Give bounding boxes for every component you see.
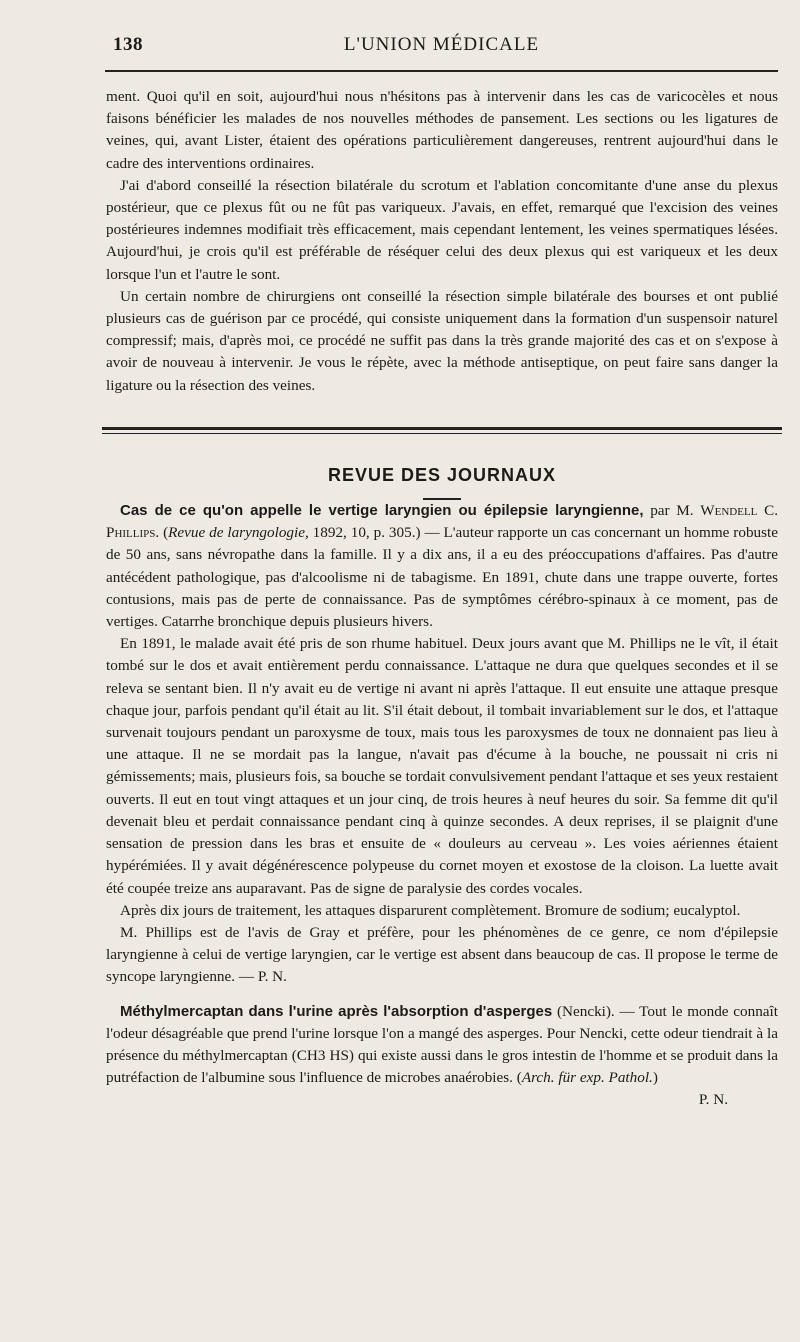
article-1-by: par M. <box>643 502 701 520</box>
article-2-text: (Nencki). — Tout le monde connaît l'odeur désagréable que prend l'urine lorsque l'on a mangé des asperges. Pour Nencki, cette odeur tiendrait à la présence du méthylmercaptan (CH3 HS) qui existe aussi dans le gros intestin de l'homme et se produit dans la putréfaction de l'albumine sous l'influence de microbes anaérobies. ( <box>106 1002 778 1087</box>
article-2-signature: P. N. <box>698 1091 728 1109</box>
article-1-paragraph-4: M. Phillips est de l'avis de Gray et préfère, pour les phénomènes de ce genre, ce nom d'épilepsie laryngienne à celui de vertige laryngien, car le vertige est absent dans beaucoup de cas. Il propose le terme de syncope laryngienne. — P. N. <box>106 923 778 986</box>
page-number: 138 <box>113 34 143 55</box>
article-1-paragraph-3: Après dix jours de traitement, les attaques disparurent complètement. Bromure de sodium; eucalyptol. <box>120 901 741 919</box>
intro-paragraph-1: ment. Quoi qu'il en soit, aujourd'hui nous n'hésitons pas à intervenir dans les cas de varicocèles et nous faisons bénéficier les malades de nos nouvelles méthodes de pansement. Les sections ou les ligatures de veines, qui, avant Lister, étaient des opérations particulièrement dangereuses, rentrent aujourd'hui dans le cadre des interventions ordinaires. <box>106 88 778 172</box>
article-1-cite-open: . ( <box>155 524 169 542</box>
page-body <box>106 86 778 1112</box>
section-divider <box>102 427 782 434</box>
article-1-head <box>106 500 778 633</box>
article-1-title: Cas de ce qu'on appelle le vertige laryngien ou épilepsie laryngienne, <box>120 502 644 520</box>
intro-paragraph-3: Un certain nombre de chirurgiens ont conseillé la résection simple bilatérale des bourses et ont publié plusieurs cas de guérison par ce procédé, qui consiste uniquement dans la formation d'un suspensoir naturel compressif; mais, d'après moi, ce procédé ne suffit pas dans la très grande majorité des cas et on s'expose à avoir de nouveau à intervenir. Je vous le répète, avec la méthode antiseptique, on peut faire sans danger la ligature ou la résection des veines. <box>106 287 778 394</box>
article-1-paragraph-2: En 1891, le malade avait été pris de son rhume habituel. Deux jours avant que M. Phillips ne le vît, il était tombé sur le dos et avait entièrement perdu connaissance. L'attaque ne dura que quelques secondes et il se releva se sentant bien. Il n'y avait eu de vertige ni avant ni après l'attaque. Il eut ensuite une attaque presque chaque jour, parfois pendant qu'il était au lit. S'il était debout, il tombait invariablement sur le dos, et l'attaque survenait toujours pendant un paroxysme de toux, mais tous les paroxysmes de toux ne donnaient pas lieu à une attaque. Il ne se mordait pas la langue, n'avait pas d'écume à la bouche, ne poussait ni cris ni gémissements; mais, plusieurs fois, sa bouche se tordait convulsivement pendant l'attaque et ses yeux restaient ouverts. Il eut en tout vingt attaques et un jour cinq, de trois heures à neuf heures du soir. Sa femme dit qu'il devenait bleu et perdait connaissance pendant cinq à quinze secondes. A deux reprises, il se plaignit d'une sensation de pression dans les bras et ensuite de « douleurs au cerveau ». Les voies aériennes étaient hypérémiées. Il y avait dégénérescence polypeuse du cornet moyen et exostose de la cloison. La luette avait été coupée treize ans auparavant. Pas de signe de paralysie des cordes vocales. <box>106 635 778 897</box>
section-title: REVUE DES JOURNAUX <box>327 464 557 485</box>
article-2-close: ) <box>652 1069 658 1087</box>
article-1-journal: Revue de laryngologie, <box>168 524 309 542</box>
article-2-journal: Arch. für exp. Pathol. <box>521 1069 653 1087</box>
article-spacer <box>106 989 778 1001</box>
page-header <box>105 30 778 64</box>
intro-paragraph-2: J'ai d'abord conseillé la résection bilatérale du scrotum et l'ablation concomitante d'une anse du plexus postérieur, que ce plexus fût ou ne fût pas variqueux. J'avais, en effet, remarqué que l'excision des veines postérieures indemnes modifiait très efficacement, mais cependant lentement, les veines spermatiques lésées. Aujourd'hui, je crois qu'il est préférable de réséquer celui des deux plexus qui est variqueux et les deux lorsque l'un et l'autre le sont. <box>106 176 778 283</box>
article-1-text: 1892, 10, p. 305.) — L'auteur rapporte un cas concernant un homme robuste de 50 ans, sans névropathe dans la famille. Il y a dix ans, il a eu des préoccupations d'affaires. Pas d'autre antécédent pathologique, pas d'alcoolisme ni de tabagisme. En 1891, chute dans une trappe ouverte, fortes contusions, mais pas de perte de connaissance. Pas de symptômes cérébro-spinaux à ce moment, pas de vertiges. Catarrhe bronchique depuis plusieurs hivers. <box>106 524 778 631</box>
article-2-title: Méthylmercaptan dans l'urine après l'absorption d'asperges <box>120 1002 553 1020</box>
article-1-author: Wendell C. Phillips <box>106 502 778 542</box>
running-title: L'UNION MÉDICALE <box>343 34 540 55</box>
header-rule <box>105 70 778 72</box>
article-2-head <box>106 1001 778 1090</box>
